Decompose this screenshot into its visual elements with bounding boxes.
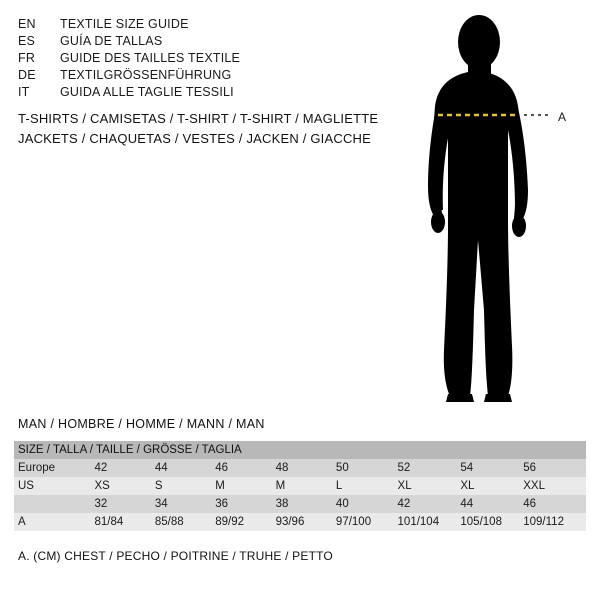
table-cell: 42	[398, 495, 461, 513]
right-hand-shape	[512, 215, 526, 237]
male-silhouette-figure	[398, 10, 598, 410]
language-code: IT	[18, 85, 30, 99]
table-row	[14, 495, 586, 513]
table-cell: 38	[276, 495, 336, 513]
table-cell: 52	[398, 459, 461, 477]
table-cell: XL	[460, 477, 523, 495]
language-row	[18, 16, 378, 33]
measure-label-a: A	[558, 110, 567, 124]
table-cell: 48	[276, 459, 336, 477]
language-row	[18, 67, 378, 84]
feet-shape	[446, 394, 474, 402]
table-cell: 46	[215, 459, 275, 477]
table-cell: 56	[523, 459, 586, 477]
table-cell: S	[155, 477, 215, 495]
language-title: GUIDE DES TAILLES TEXTILE	[60, 51, 241, 65]
size-table	[14, 441, 586, 531]
row-label: US	[14, 477, 94, 495]
language-code: EN	[18, 17, 36, 31]
category-jackets: JACKETS / CHAQUETAS / VESTES / JACKEN / GIACCHE	[18, 131, 372, 146]
table-cell: XXL	[523, 477, 586, 495]
table-row	[14, 513, 586, 531]
language-code: DE	[18, 68, 36, 82]
table-cell: 105/108	[460, 513, 523, 531]
table-cell: 81/84	[94, 513, 154, 531]
language-title: GUÍA DE TALLAS	[60, 34, 163, 48]
language-row	[18, 50, 378, 67]
language-code: FR	[18, 51, 36, 65]
row-label: A	[14, 513, 94, 531]
table-cell: 50	[336, 459, 398, 477]
language-row	[18, 33, 378, 50]
table-cell: 54	[460, 459, 523, 477]
table-cell: 89/92	[215, 513, 275, 531]
language-title: GUIDA ALLE TAGLIE TESSILI	[60, 85, 234, 99]
language-list	[18, 16, 378, 101]
head-shape	[458, 15, 500, 69]
row-label: Europe	[14, 459, 94, 477]
table-header-label: SIZE / TALLA / TAILLE / GRÖSSE / TAGLIA	[14, 441, 586, 459]
table-cell: 85/88	[155, 513, 215, 531]
table-cell: 109/112	[523, 513, 586, 531]
table-cell: L	[336, 477, 398, 495]
language-title: TEXTILGRÖSSENFÜHRUNG	[60, 68, 232, 82]
table-cell: 93/96	[276, 513, 336, 531]
table-cell: 101/104	[398, 513, 461, 531]
table-cell: 42	[94, 459, 154, 477]
language-row	[18, 84, 378, 101]
table-footnote: A. (CM) CHEST / PECHO / POITRINE / TRUHE / PETTO	[18, 549, 333, 563]
table-cell: 46	[523, 495, 586, 513]
table-cell: 40	[336, 495, 398, 513]
category-tshirts: T-SHIRTS / CAMISETAS / T-SHIRT / T-SHIRT / MAGLIETTE	[18, 111, 379, 126]
table-section-title: MAN / HOMBRE / HOMME / MANN / MAN	[18, 417, 265, 431]
garment-categories	[18, 109, 438, 149]
feet-shape-2	[484, 394, 512, 402]
language-title: TEXTILE SIZE GUIDE	[60, 17, 189, 31]
silhouette-svg	[398, 10, 598, 410]
table-cell: 36	[215, 495, 275, 513]
table-cell: XS	[94, 477, 154, 495]
table-cell: 44	[155, 459, 215, 477]
table-row	[14, 477, 586, 495]
table-row	[14, 459, 586, 477]
table-cell: M	[276, 477, 336, 495]
language-code: ES	[18, 34, 36, 48]
body-shape	[431, 72, 524, 396]
table-header-row	[14, 441, 586, 459]
table-cell: 34	[155, 495, 215, 513]
table-cell: M	[215, 477, 275, 495]
table-cell: 32	[94, 495, 154, 513]
table-cell: 44	[460, 495, 523, 513]
table-cell: 97/100	[336, 513, 398, 531]
left-hand-shape	[431, 211, 445, 233]
table-cell: XL	[398, 477, 461, 495]
row-label	[14, 495, 94, 513]
